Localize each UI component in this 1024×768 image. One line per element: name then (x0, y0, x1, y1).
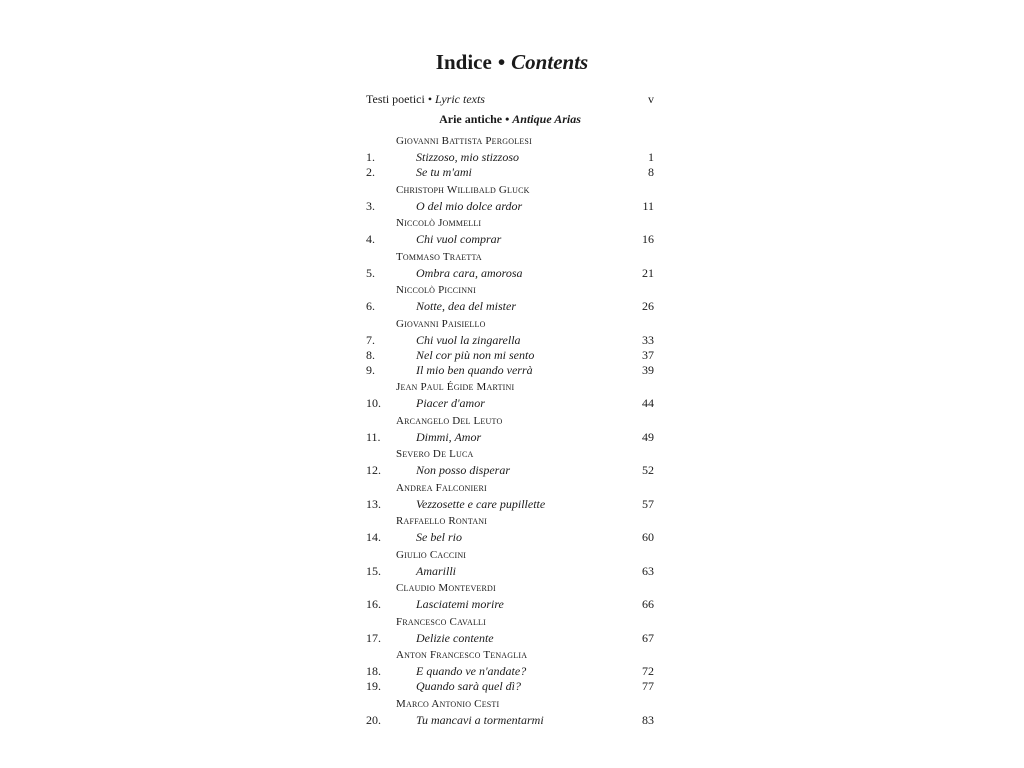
aria-number: 11. (366, 429, 381, 444)
aria-entry[interactable] (366, 164, 654, 180)
composer-name: Jean Paul Égide Martini (396, 381, 515, 393)
aria-entry[interactable] (366, 198, 654, 214)
aria-page-number: 16 (642, 232, 654, 246)
aria-page-number: 57 (642, 496, 654, 511)
lyric-texts-page: v (648, 92, 654, 106)
composer-name: Giovanni Paisiello (396, 317, 486, 330)
aria-page-number: 39 (642, 362, 654, 377)
aria-entry[interactable] (366, 496, 654, 512)
composer-name: Arcangelo Del Leuto (396, 414, 503, 427)
composer-name: Francesco Cavalli (396, 615, 486, 628)
aria-entry[interactable] (366, 429, 654, 445)
aria-number: 1. (366, 150, 375, 164)
aria-title: Delizie contente (416, 630, 494, 645)
composer-name: Christoph Willibald Gluck (396, 183, 530, 196)
aria-entry[interactable] (366, 362, 654, 378)
composer-name: Severo De Luca (396, 448, 474, 460)
aria-title: Piacer d'amor (416, 396, 485, 410)
aria-number: 2. (366, 165, 375, 179)
aria-title: O del mio dolce ardor (416, 198, 523, 213)
composer-name: Claudio Monteverdi (396, 582, 496, 594)
aria-number: 14. (366, 530, 381, 544)
composer-name: Anton Francesco Tenaglia (396, 649, 528, 661)
aria-page-number: 1 (648, 150, 654, 164)
aria-entry[interactable] (366, 347, 654, 363)
lyric-texts-separator: • (427, 92, 433, 106)
aria-page-number: 26 (642, 299, 654, 313)
aria-title: Lasciatemi morire (416, 597, 504, 611)
aria-title: E quando ve n'andate? (416, 664, 527, 678)
lyric-texts-label (366, 91, 485, 107)
aria-title: Se tu m'ami (416, 165, 472, 179)
aria-entry[interactable] (366, 298, 654, 314)
aria-title: Stizzoso, mio stizzoso (416, 150, 520, 164)
aria-entry[interactable] (366, 712, 654, 728)
composer-name: Marco Antonio Cesti (396, 697, 500, 710)
aria-entry[interactable] (366, 462, 654, 478)
section-label-italic: Antique Arias (512, 112, 581, 126)
aria-entry[interactable] (366, 563, 654, 579)
aria-title: Amarilli (416, 563, 457, 578)
aria-page-number: 44 (642, 396, 654, 410)
aria-entry[interactable] (366, 265, 654, 281)
aria-entry[interactable] (366, 395, 654, 411)
aria-title: Non posso disperar (416, 463, 511, 477)
title-italic: Contents (511, 50, 589, 74)
aria-number: 16. (366, 597, 381, 611)
aria-number: 17. (366, 630, 381, 645)
aria-page-number: 66 (642, 597, 654, 611)
aria-page-number: 63 (642, 563, 654, 578)
aria-entry[interactable] (366, 231, 654, 247)
aria-entry[interactable] (366, 630, 654, 646)
title-main: Indice (435, 50, 492, 74)
aria-page-number: 60 (642, 530, 654, 544)
aria-page-number: 77 (642, 679, 654, 693)
aria-title: Quando sarà quel dì? (416, 679, 521, 693)
aria-page-number: 8 (648, 165, 654, 179)
aria-entry[interactable] (366, 529, 654, 545)
aria-entry[interactable] (366, 663, 654, 679)
aria-entry[interactable] (366, 149, 654, 165)
aria-number: 7. (366, 332, 375, 347)
composer-name: Andrea Falconieri (396, 481, 487, 494)
aria-page-number: 52 (642, 463, 654, 477)
composer-name: Raffaello Rontani (396, 515, 488, 527)
composer-name: Niccolò Jommelli (396, 217, 482, 229)
aria-number: 20. (366, 712, 381, 727)
aria-number: 4. (366, 232, 375, 246)
aria-title: Ombra cara, amorosa (416, 265, 523, 280)
composer-name: Giulio Caccini (396, 548, 467, 561)
aria-page-number: 67 (642, 630, 654, 645)
aria-number: 19. (366, 679, 381, 693)
section-label: Arie antiche (439, 112, 503, 126)
aria-entry[interactable] (366, 332, 654, 348)
aria-title: Tu mancavi a tormentarmi (416, 712, 544, 727)
aria-title: Vezzosette e care pupillette (416, 496, 546, 511)
aria-page-number: 83 (642, 712, 654, 727)
aria-page-number: 37 (642, 347, 654, 362)
aria-page-number: 33 (642, 332, 654, 347)
aria-number: 10. (366, 396, 381, 410)
aria-entry[interactable] (366, 596, 654, 612)
lyric-texts-row[interactable] (366, 91, 654, 107)
aria-title: Dimmi, Amor (416, 429, 482, 444)
aria-page-number: 72 (642, 664, 654, 678)
aria-page-number: 21 (642, 265, 654, 280)
aria-number: 13. (366, 496, 381, 511)
aria-title: Se bel rio (416, 530, 462, 544)
lyric-texts-label-italic: Lyric texts (435, 92, 485, 106)
aria-number: 18. (366, 664, 381, 678)
composer-name: Giovanni Battista Pergolesi (396, 135, 532, 147)
section-separator: • (505, 112, 510, 126)
aria-number: 8. (366, 347, 375, 362)
lyric-texts-label-main: Testi poetici (366, 92, 425, 106)
aria-title: Chi vuol la zingarella (416, 332, 521, 347)
aria-number: 12. (366, 463, 381, 477)
composer-name: Tommaso Traetta (396, 250, 482, 263)
aria-page-number: 11 (642, 198, 654, 213)
section-heading (366, 111, 654, 127)
table-of-contents (366, 0, 654, 768)
composer-name: Niccolò Piccinni (396, 284, 477, 296)
aria-title: Il mio ben quando verrà (416, 362, 533, 377)
aria-title: Chi vuol comprar (416, 232, 502, 246)
aria-number: 3. (366, 198, 375, 213)
aria-page-number: 49 (642, 429, 654, 444)
aria-entry[interactable] (366, 678, 654, 694)
aria-number: 5. (366, 265, 375, 280)
aria-number: 6. (366, 299, 375, 313)
title-separator: • (497, 50, 506, 74)
aria-number: 15. (366, 563, 381, 578)
aria-number: 9. (366, 362, 375, 377)
aria-title: Nel cor più non mi sento (416, 347, 535, 362)
aria-title: Notte, dea del mister (416, 299, 516, 313)
